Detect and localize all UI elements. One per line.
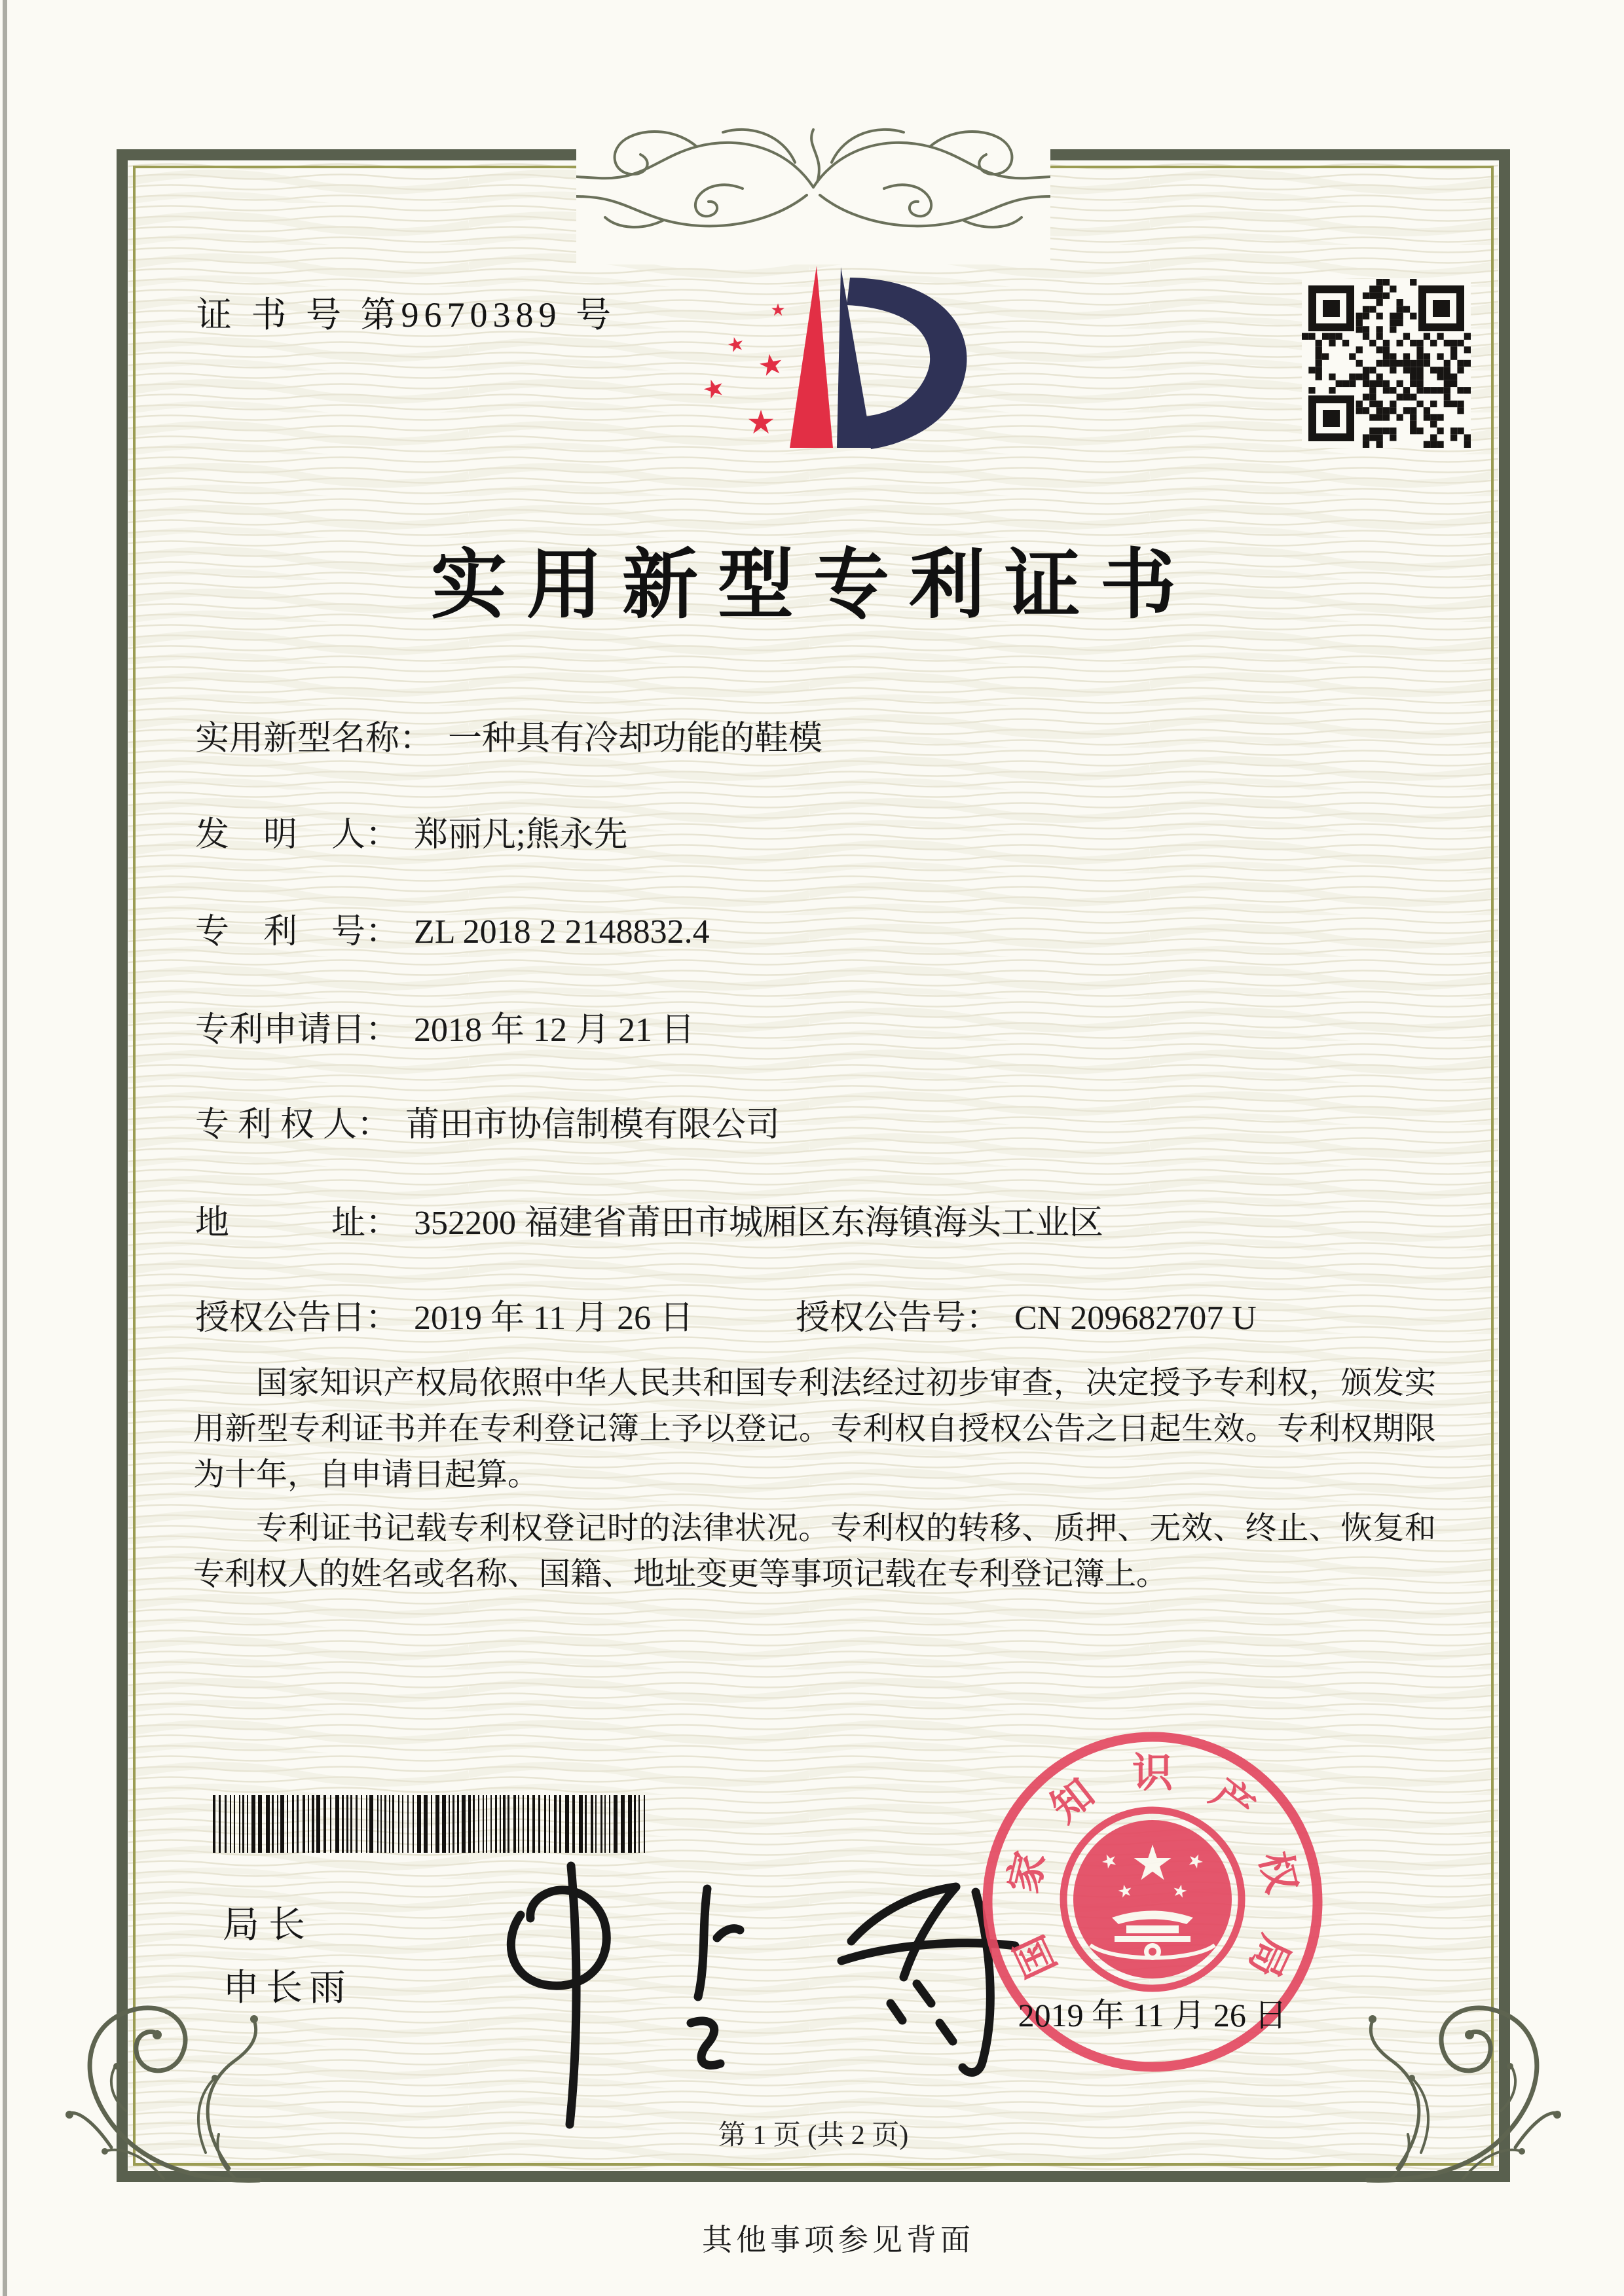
field-value: 莆田市协信制模有限公司 — [405, 1106, 781, 1144]
field-value: 一种具有冷却功能的鞋模 — [448, 720, 823, 757]
field-label: 地 址： — [195, 1205, 400, 1242]
svg-text:★: ★ — [1115, 1880, 1135, 1903]
field-inventor — [195, 807, 627, 856]
seal-date: 2019 年 11 月 26 日 — [1018, 1997, 1287, 2033]
page-number: 第 1 页 (共 2 页) — [718, 2121, 909, 2151]
qr-code — [1302, 279, 1471, 448]
grant-date-label: 授权公告日： — [195, 1300, 400, 1337]
back-side-note: 其他事项参见背面 — [702, 2223, 974, 2257]
bottom-left-flourish — [65, 1982, 262, 2191]
svg-text:权: 权 — [1251, 1847, 1304, 1897]
svg-text:国: 国 — [1007, 1928, 1065, 1984]
field-label: 发 明 人： — [195, 816, 400, 854]
top-scroll-ornament — [576, 110, 1050, 264]
svg-text:★: ★ — [1130, 1835, 1175, 1891]
svg-text:★: ★ — [724, 331, 747, 359]
logo-stars — [699, 301, 786, 441]
director-signature — [458, 1827, 1048, 2134]
field-application-date — [195, 1002, 695, 1051]
svg-text:识: 识 — [1132, 1751, 1173, 1796]
svg-text:局: 局 — [1240, 1928, 1298, 1984]
svg-text:★: ★ — [1183, 1848, 1208, 1874]
legal-text — [193, 1360, 1436, 1597]
scan-edge-artifact — [3, 0, 7, 2296]
field-label: 实用新型名称： — [195, 720, 434, 757]
field-label: 专 利 号： — [195, 913, 400, 951]
field-grant-row — [195, 1290, 1439, 1339]
svg-text:知: 知 — [1043, 1771, 1103, 1832]
svg-text:★: ★ — [770, 301, 786, 320]
field-value: 郑丽凡;熊永先 — [414, 816, 628, 854]
svg-text:★: ★ — [1170, 1880, 1190, 1903]
svg-text:★: ★ — [755, 346, 787, 384]
svg-text:家: 家 — [1001, 1847, 1054, 1897]
field-label: 专利申请日： — [195, 1011, 400, 1049]
certificate-title: 实用新型专利证书 — [431, 544, 1196, 628]
svg-text:★: ★ — [746, 403, 776, 441]
cnipa-patent-logo — [681, 255, 982, 465]
director-name: 申长雨 — [223, 1968, 352, 2009]
legal-paragraph-1: 国家知识产权局依照中华人民共和国专利法经过初步审查，决定授予专利权，颁发实用新型专利证书并在专利登记簿上予以登记。专利权自授权公告之日起生效。专利权期限为十年，自申请日起算。 — [193, 1366, 1436, 1492]
field-patentee — [195, 1097, 780, 1146]
certificate-number: 证 书 号 第9670389 号 — [196, 295, 616, 335]
field-address — [195, 1195, 1103, 1244]
bottom-right-flourish — [1365, 1982, 1561, 2191]
grant-number-pair — [796, 1290, 1257, 1339]
grant-number-label: 授权公告号： — [796, 1300, 1001, 1337]
grant-date-value: 2019 年 11 月 26 日 — [414, 1300, 694, 1337]
national-emblem — [1063, 1810, 1242, 1988]
legal-paragraph-2: 专利证书记载专利权登记时的法律状况。专利权的转移、质押、无效、终止、恢复和专利权人的姓名或名称、国籍、地址变更等事项记载在专利登记簿上。 — [193, 1511, 1436, 1592]
field-value: ZL 2018 2 2148832.4 — [414, 913, 710, 951]
field-value: 352200 福建省莆田市城厢区东海镇海头工业区 — [414, 1205, 1104, 1242]
logo-red-wedge — [790, 266, 833, 448]
field-label: 专 利 权 人： — [195, 1106, 392, 1144]
grant-number-value: CN 209682707 U — [1014, 1300, 1257, 1337]
director-title: 局长 — [223, 1905, 314, 1946]
svg-text:★: ★ — [1097, 1848, 1122, 1874]
svg-text:产: 产 — [1202, 1771, 1262, 1832]
field-value: 2018 年 12 月 21 日 — [414, 1011, 695, 1049]
svg-text:★: ★ — [698, 371, 729, 406]
field-patent-number — [195, 903, 710, 953]
field-utility-model-name — [195, 710, 822, 759]
